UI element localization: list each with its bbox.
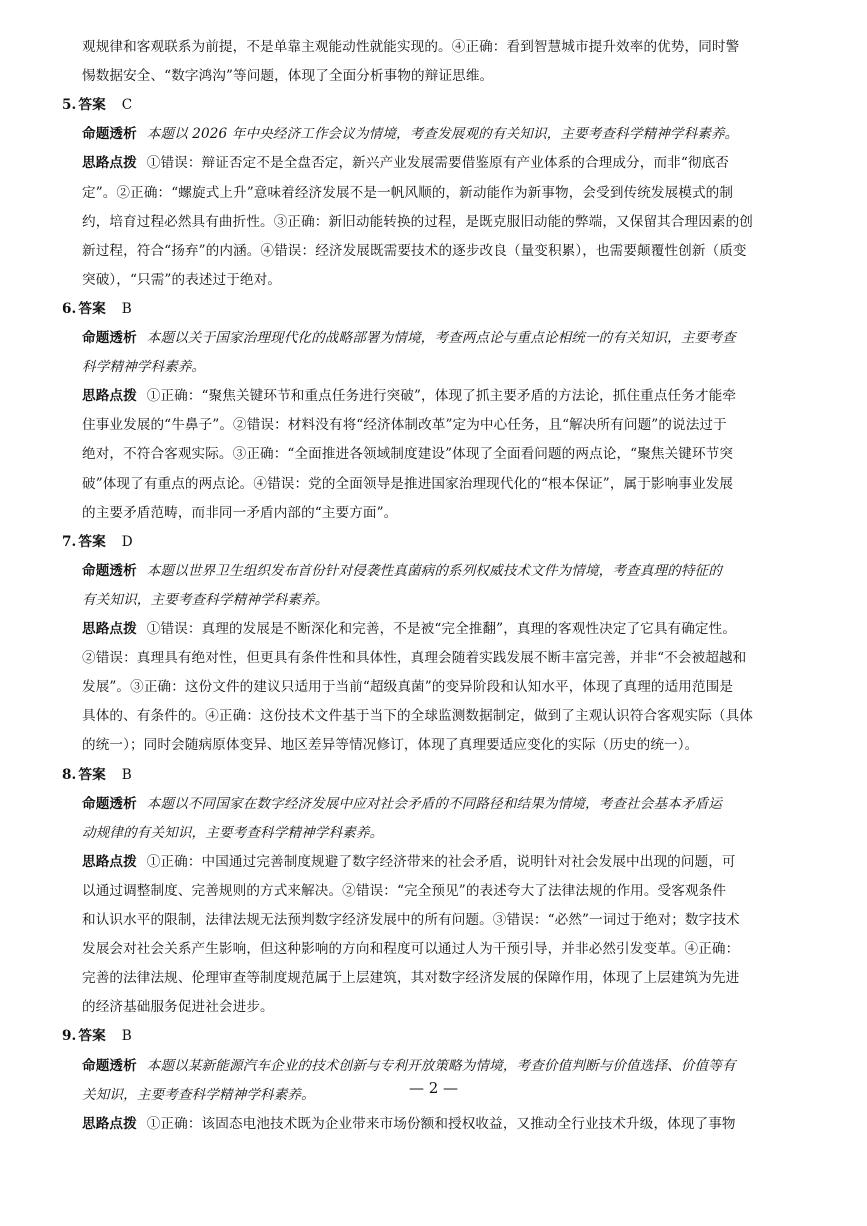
answer-heading <box>62 531 772 553</box>
text-line: 动规律的有关知识，主要考查科学精神学科素养。 <box>82 824 384 841</box>
text-line: 发展会对社会关系产生影响，但这种影响的方向和程度可以通过人为干预引导，并非必然引发变革。④正确： <box>82 941 740 958</box>
line-text: 本题以 2026 年中央经济工作会议为情境，考查发展观的有关知识，主要考查科学精神学科素养。 <box>146 126 739 143</box>
section-label: 思路点拨 <box>82 853 137 870</box>
text-line: 的经济基础服务促进社会进步。 <box>82 999 274 1016</box>
answer-heading <box>62 764 772 786</box>
paragraph-line <box>82 793 792 815</box>
text-line: 住事业发展的“牛鼻子”。②错误：材料没有将“经济体制改革”定为中心任务，且“解决所有问题”的说法过于 <box>82 417 727 434</box>
question-number: 6. <box>62 300 77 317</box>
text-line: 具体的、有条件的。④正确：这份技术文件基于当下的全球监测数据制定，做到了主观认识符合客观实际（具体 <box>82 708 753 725</box>
paragraph-line <box>82 560 792 582</box>
section-label: 思路点拨 <box>82 621 137 637</box>
answer-label: 答案 <box>78 766 106 783</box>
text-line: 完善的法律法规、伦理审查等制度规范属于上层建筑，其对数字经济发展的保障作用，体现了上层建筑为先进 <box>82 970 740 987</box>
text-line: 以通过调整制度、完善规则的方式来解决。②错误：“完全预见”的表述夸大了法律法规的作用。受客观条件 <box>82 882 727 899</box>
text-line: 突破），“只需”的表述过于绝对。 <box>82 271 282 288</box>
answer-heading <box>62 1025 772 1047</box>
text-line: ②错误：真理具有绝对性，但更具有条件性和具体性，真理会随着实践发展不断丰富完善，并非“不会被超越和 <box>82 650 747 667</box>
section-label: 命题透析 <box>82 330 137 346</box>
answer-choice: C <box>121 97 133 114</box>
line-text: ①错误：辩证否定不是全盘否定，新兴产业发展需要借鉴原有产业体系的合理成分，而非“彻底否 <box>146 155 729 172</box>
paragraph-line <box>82 851 792 873</box>
section-label: 思路点拨 <box>82 1115 137 1132</box>
text-line: 新过程，符合“扬弃”的内涵。④错误：经济发展既需要技术的逐步改良（量变积累），也需要颠覆性创新（质变 <box>82 242 747 259</box>
section-label: 命题透析 <box>82 795 137 812</box>
paragraph-line <box>82 327 792 349</box>
question-number: 5. <box>62 97 77 114</box>
paragraph-line <box>82 123 792 145</box>
paragraph-line <box>82 152 792 174</box>
section-label: 命题透析 <box>82 562 137 579</box>
text-line: 发展”。③正确：这份文件的建议只适用于当前“超级真菌”的变异阶段和认知水平，体现了真理的适用范围是 <box>82 679 734 696</box>
paragraph-line <box>82 385 792 407</box>
question-number: 9. <box>62 1028 77 1045</box>
text-line: 科学精神学科素养。 <box>82 359 206 376</box>
answer-choice: B <box>121 1028 132 1045</box>
answer-label: 答案 <box>78 1028 106 1045</box>
line-text: ①正确：中国通过完善制度规避了数字经济带来的社会矛盾，说明针对社会发展中出现的问题，可 <box>146 853 736 870</box>
text-line: 有关知识，主要考查科学精神学科素养。 <box>82 591 329 608</box>
line-text: ①错误：真理的发展是不断深化和完善，不是被“完全推翻”，真理的客观性决定了它具有确定性。 <box>146 621 737 637</box>
paragraph-line <box>82 1113 792 1135</box>
line-text: 本题以世界卫生组织发布首份针对侵袭性真菌病的系列权威技术文件为情境，考查真理的特征的 <box>146 562 722 579</box>
section-label: 思路点拨 <box>82 155 137 172</box>
answer-choice: D <box>121 533 133 550</box>
text-line: 的主要矛盾范畴，而非同一矛盾内部的“主要方面”。 <box>82 504 398 521</box>
answer-label: 答案 <box>78 97 106 114</box>
answer-choice: B <box>121 766 132 783</box>
question-number: 7. <box>62 533 77 550</box>
line-text: ①正确：“聚焦关键环节和重点任务进行突破”，体现了抓主要矛盾的方法论，抓住重点任务才能牵 <box>146 388 737 405</box>
text-line: 约，培育过程必然具有曲折性。③正确：新旧动能转换的过程，是既克服旧动能的弊端，又保留其合理因素的创 <box>82 213 753 230</box>
text-line: 和认识水平的限制，法律法规无法预判数字经济发展中的所有问题。③错误：“必然”一词过于绝对；数字技术 <box>82 912 740 928</box>
text-line: 的统一）；同时会随病原体变异、地区差异等情况修订，体现了真理要适应变化的实际（历史的统一）。 <box>82 737 699 754</box>
line-text: ①正确：该固态电池技术既为企业带来市场份额和授权收益，又推动全行业技术升级，体现了事物 <box>146 1115 736 1132</box>
answer-heading <box>62 298 772 320</box>
line-text: 本题以关于国家治理现代化的战略部署为情境，考查两点论与重点论相统一的有关知识，主要考查 <box>146 330 736 346</box>
line-text: 本题以不同国家在数字经济发展中应对社会矛盾的不同路径和结果为情境，考查社会基本矛盾运 <box>146 795 722 812</box>
page-number: — 2 — <box>408 1079 459 1097</box>
section-label: 命题透析 <box>82 1057 137 1074</box>
line-text: 本题以某新能源汽车企业的技术创新与专利开放策略为情境，考查价值判断与价值选择、价值等有 <box>146 1057 736 1074</box>
text-line: 惕数据安全、“数字鸿沟”等问题，体现了全面分析事物的辩证思维。 <box>82 68 494 85</box>
text-line: 破”体现了有重点的两点论。④错误：党的全面领导是推进国家治理现代化的“根本保证”，属于影响事业发展 <box>82 475 734 492</box>
text-line: 关知识，主要考查科学精神学科素养。 <box>82 1086 315 1103</box>
section-label: 命题透析 <box>82 126 137 143</box>
text-line: 绝对，不符合客观实际。③正确：“全面推进各领域制度建设”体现了全面看问题的两点论，“聚焦关键环节突 <box>82 446 734 463</box>
answer-choice: B <box>121 300 132 317</box>
text-line: 定”。②正确：“螺旋式上升”意味着经济发展不是一帆风顺的，新动能作为新事物，会受到传统发展模式的制 <box>82 184 734 201</box>
answer-label: 答案 <box>78 533 106 550</box>
text-line: 观规律和客观联系为前提，不是单靠主观能动性就能实现的。④正确：看到智慧城市提升效率的优势，同时警 <box>82 39 740 55</box>
answer-label: 答案 <box>78 300 106 317</box>
question-number: 8. <box>62 766 77 783</box>
paragraph-line <box>82 618 792 640</box>
section-label: 思路点拨 <box>82 388 137 405</box>
paragraph-line <box>82 1055 792 1077</box>
answer-heading <box>62 94 772 116</box>
